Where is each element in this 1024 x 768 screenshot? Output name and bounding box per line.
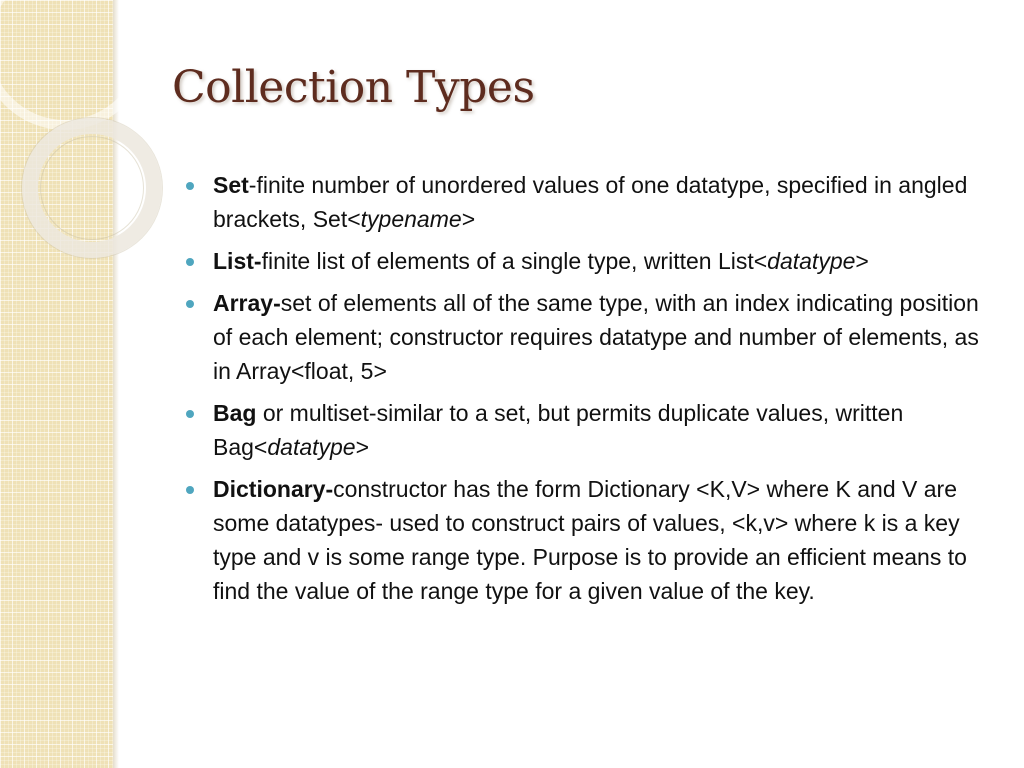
bullet-dot-icon: [186, 410, 194, 418]
term-list: List-: [213, 248, 262, 274]
bullet-tail: >: [855, 248, 869, 274]
bullet-item-dictionary: [186, 472, 1002, 608]
bullet-item-list: [186, 244, 1002, 278]
term-set: Set: [213, 172, 249, 198]
bullet-text: set of elements all of the same type, with an index indicating position of each element; constructor requires datatype and number of elements, as in Array<float, 5>: [213, 290, 979, 384]
bullet-dot-icon: [186, 258, 194, 266]
decorative-ring-inner: [40, 136, 144, 240]
bullet-list: [186, 168, 1002, 616]
slide-title: Collection Types: [172, 62, 535, 113]
bullet-text: constructor has the form Dictionary <K,V> where K and V are some datatypes- used to construct pairs of values, <k,v> where k is a key type and v is some range type. Purpose is to provide an efficient means to find the value of the range type for a given value of the key.: [213, 476, 967, 604]
bullet-italic: datatype: [267, 434, 356, 460]
bullet-dot-icon: [186, 486, 194, 494]
bullet-item-set: [186, 168, 1002, 236]
bullet-italic: datatype: [767, 248, 856, 274]
bullet-italic: typename: [360, 206, 462, 232]
bullet-text: finite list of elements of a single type, written List<: [261, 248, 768, 274]
bullet-tail: >: [355, 434, 370, 460]
bullet-text: -finite number of unordered values of one datatype, specified in angled brackets, Set<: [213, 172, 968, 232]
bullet-dot-icon: [186, 182, 194, 190]
term-array: Array-: [213, 290, 281, 316]
bullet-item-array: [186, 286, 1002, 388]
term-dictionary: Dictionary-: [213, 476, 334, 502]
term-bag: Bag: [213, 400, 257, 426]
decorative-ring-top: [0, 0, 150, 130]
bullet-dot-icon: [186, 300, 194, 308]
bullet-item-bag: [186, 396, 1002, 464]
bullet-text: or multiset-similar to a set, but permits duplicate values, written Bag<: [213, 400, 904, 460]
bullet-tail: >: [461, 206, 476, 232]
band-edge-shadow: [113, 0, 119, 768]
